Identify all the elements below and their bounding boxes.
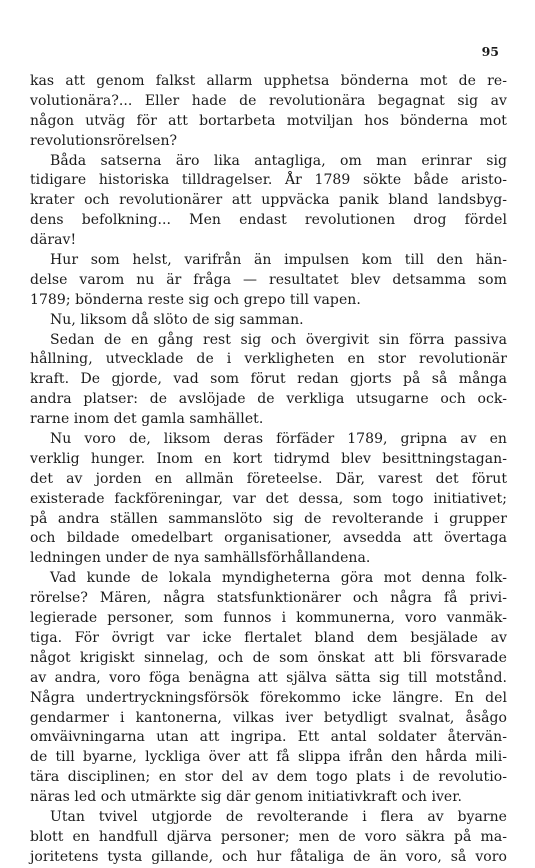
text-line: gendarmer i kantonerna, vilkas iver betydligt svalnat, åsågo: [30, 709, 507, 726]
text-line: joritetens tysta gillande, och hur fåtaliga de än voro, så voro: [30, 848, 507, 865]
text-line: blott en handfull djärva personer; men de voro säkra på ma-: [30, 828, 507, 845]
text-line: andra platser: de avslöjade de verkliga utsugarne och ock-: [30, 391, 507, 408]
text-line: Nu voro de, liksom deras förfäder 1789, gripna av en: [50, 431, 507, 448]
text-line: delse varom nu är fråga — resultatet blev detsamma som: [30, 271, 507, 288]
text-line: det av jorden en allmän företeelse. Där, varest det förut: [30, 470, 507, 487]
text-line: revolutionsrörelsen?: [30, 132, 178, 149]
body-text: [30, 72, 507, 868]
text-line: omväivningarna utan att ingripa. Ett antal soldater återvän-: [30, 729, 507, 746]
text-line: därav!: [30, 232, 77, 249]
text-line: Utan tvivel utgjorde de revolterande i flera av byarne: [50, 808, 507, 825]
text-line: Hur som helst, varifrån än impulsen kom till den hän-: [50, 252, 507, 269]
text-line: Nu, liksom då slöto de sig samman.: [50, 311, 304, 328]
text-line: tära disciplinen; en stor del av dem togo plats i de revolutio-: [30, 769, 507, 786]
text-line: rörelse? Mären, några statsfunktionärer och några få privi-: [30, 590, 507, 607]
text-line: verklig hunger. Inom en kort tidrymd blev besittningstagan-: [30, 450, 507, 467]
text-line: Några undertryckningsförsök förekommo icke längre. En del: [30, 689, 507, 706]
text-line: näras led och utmärkte sig där genom initiativkraft och iver.: [30, 789, 462, 806]
text-line: volutionära?... Eller hade de revolutionära begagnat sig av: [30, 92, 507, 109]
text-line: ledningen under de nya samhällsförhållandena.: [30, 550, 371, 567]
text-line: krater och revolutionärer att uppväcka panik bland landsbyg-: [30, 192, 507, 209]
text-line: legierade personer, som funnos i kommunerna, voro vanmäk-: [30, 610, 507, 627]
text-line: existerade fackföreningar, var det dessa, som togo initiativet;: [30, 490, 507, 507]
text-line: hållning, utvecklade de i verkligheten en stor revolutionär: [30, 351, 507, 368]
text-line: tidigare historiska tilldragelser. År 1789 sökte både aristo-: [30, 172, 507, 189]
text-line: Vad kunde de lokala myndigheterna göra mot denna folk-: [50, 570, 507, 587]
text-line: Båda satserna äro lika antagliga, om man erinrar sig: [50, 152, 507, 169]
text-line: dens befolkning... Men endast revolutionen drog fördel: [30, 212, 507, 229]
text-line: 1789; bönderna reste sig och grepo till vapen.: [30, 291, 361, 308]
text-line: någon utväg för att bortarbeta motviljan hos bönderna mot: [30, 112, 507, 129]
text-line: de till byarne, lyckliga över att få slippa ifrån den hårda mili-: [30, 749, 507, 766]
text-line: Sedan de en gång rest sig och övergivit sin förra passiva: [50, 331, 507, 348]
text-line: rarne inom det gamla samhället.: [30, 411, 264, 428]
page-number: 95: [481, 44, 499, 59]
text-line: och bildade omedelbart organisationer, avsedda att övertaga: [30, 530, 507, 547]
text-line: av andra, voro föga benägna att själva sätta sig till motstånd.: [30, 669, 507, 686]
text-line: något krigiskt sinnelag, och de som önskat att bli försvarade: [30, 649, 507, 666]
text-line: kas att genom falkst allarm upphetsa bönderna mot de re-: [30, 73, 507, 89]
text-line: kraft. De gjorde, vad som förut redan gjorts på så många: [30, 371, 507, 388]
text-line: på andra ställen sammanslöto sig de revolterande i grupper: [30, 510, 507, 527]
text-line: tiga. För övrigt var icke flertalet bland dem besjälade av: [30, 629, 507, 646]
